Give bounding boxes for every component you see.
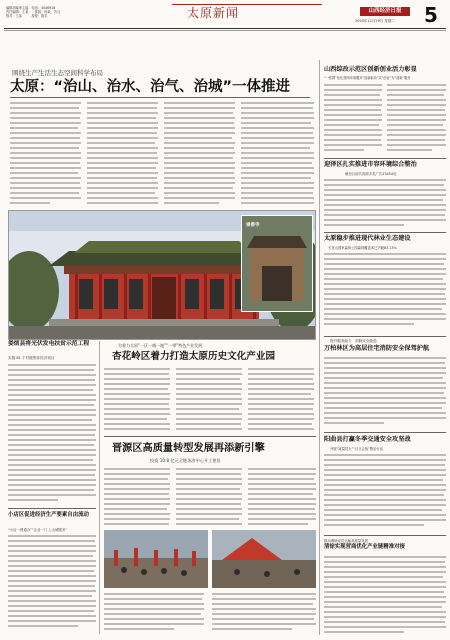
center2-body-bottom: [104, 592, 316, 634]
right-divider: [324, 158, 446, 159]
left-story2-body: [8, 534, 96, 634]
inset-photo-illustration: [242, 216, 312, 311]
left-divider: [8, 508, 96, 509]
right-story6-kicker: 推动调研成员运输高质量发展: [324, 539, 369, 543]
right-story2-headline: 迎泽区扎实推进市容环境综合整治: [324, 161, 417, 168]
lead-photo: [8, 210, 316, 340]
right-story4-headline: 万柏林区为高层住宅消防安全保驾护航: [324, 345, 430, 352]
left-story2-deck: “小店一网通办”“企业一门 上山城服务”: [8, 528, 67, 532]
date-line: 2020年12月29日 星期二: [355, 19, 395, 23]
construction-illustration: [212, 530, 316, 588]
right-story5-body: [324, 453, 446, 533]
masthead-rule-thin: [4, 30, 446, 31]
lead-rule: [10, 97, 310, 98]
editor-line: 编辑部编审主编 电话：4046918: [6, 6, 56, 10]
lead-body-column: [87, 101, 158, 207]
text-lines: [241, 101, 314, 207]
lead-inset-photo: [241, 215, 313, 312]
text-lines: [87, 101, 158, 207]
section-title: 太原新闻: [187, 6, 240, 20]
center-feature-body: [104, 367, 314, 433]
inset-caption: 崇善寺: [246, 223, 260, 228]
left-story1-body: [8, 363, 96, 505]
lead-body-column: [10, 101, 81, 207]
paper-name: 山西经济日报: [360, 7, 410, 16]
right-story2-body: [324, 178, 446, 230]
center2-body: [104, 467, 316, 529]
editor-line: 责任编辑：王某 排版：杨某、苏凡: [6, 10, 61, 15]
editor-line: 校对：王某 检校：陈乐: [6, 14, 48, 19]
text-lines: [10, 101, 81, 207]
lead-body-column: [164, 101, 235, 207]
left-story1-deck: 实施 81 个村级集体经济项目: [8, 356, 55, 360]
right-column-rule: [319, 60, 320, 635]
right-story1-body: [324, 83, 446, 155]
construction-illustration: [104, 530, 208, 588]
right-story4-kicker: 提升服务能力 消除安全隐患: [330, 339, 377, 343]
right-divider: [324, 232, 446, 233]
left-story1-headline: 娄烦县将光伏发电扶贫示范工程: [8, 341, 90, 347]
lead-body: [10, 101, 314, 207]
construction-photo-1: [104, 530, 208, 588]
right-story3-body: [324, 252, 446, 332]
text-lines: [164, 101, 235, 207]
right-story2-deck: 截至目前共拆除多类广告25454处: [345, 172, 397, 176]
right-story3-deck: 天龙山国家森林公园森林覆盖率已突破63.13%: [328, 246, 397, 250]
right-story1-deck: “一张网”优化营商环境服务“创新驱动”以“创业”为“创新”服务: [324, 76, 411, 80]
center2-deck: 投资 10.8 亿元全链条涉中心开工建设: [150, 458, 221, 463]
right-story1-headline: 山西综改示范区创新创业活力彰显: [324, 66, 417, 73]
right-story6-headline: 清徐实现营商优化产业链精准对接: [324, 544, 405, 550]
lead-body-column: [241, 101, 314, 207]
left-story2-headline: 小店区促进经济生产要素自由流动: [8, 512, 89, 518]
page-number: 5: [424, 3, 438, 27]
right-story6-body: [324, 555, 446, 635]
center-divider: [104, 436, 316, 437]
editor-info: [6, 6, 86, 19]
right-story4-body: [324, 356, 446, 428]
right-divider: [324, 432, 446, 433]
center-kicker: 为着力太原“一区一城一地”“一带”特色产业发展: [118, 343, 203, 348]
construction-photo-2: [212, 530, 316, 588]
right-story5-headline: 阳曲县打赢冬季交通安全攻坚战: [324, 436, 411, 443]
center2-headline: 晋源区高质量转型发展再添新引擎: [112, 443, 265, 454]
lead-headline: 太原：“治山、治水、治气、治城”一体推进: [10, 79, 291, 95]
right-divider: [324, 535, 446, 536]
lead-kicker: 围绕生产生活生态空间科学布局: [12, 69, 103, 77]
right-story3-headline: 太原稳步推进现代林业生态建设: [324, 235, 411, 242]
masthead-rule: [4, 28, 446, 29]
right-divider: [324, 336, 446, 337]
column-rule: [99, 341, 100, 634]
center-headline: 杏花岭区着力打造太原历史文化产业园: [112, 351, 276, 362]
right-story5-deck: 开展“减量控大”“百日会战”整治行动: [330, 447, 383, 451]
